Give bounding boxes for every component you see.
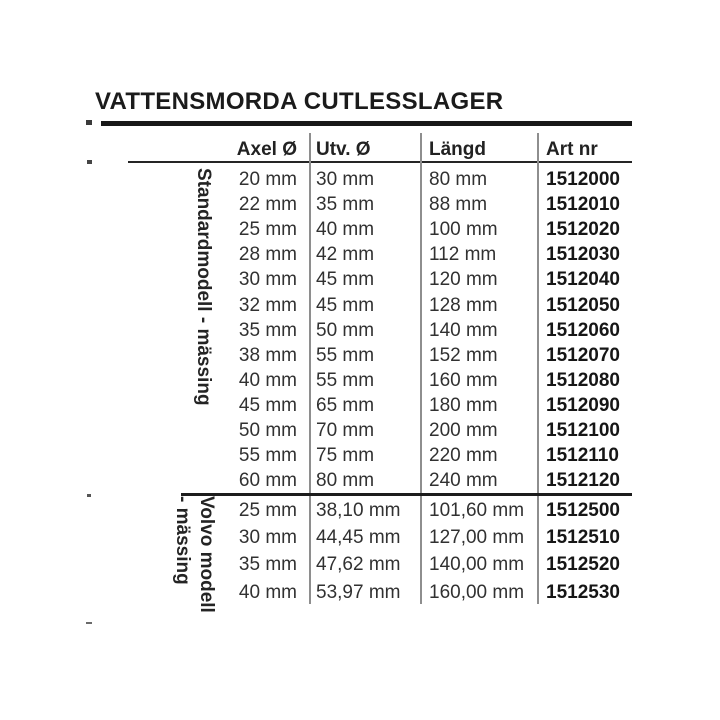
cell-outer-diameter: 45 mm bbox=[316, 294, 375, 316]
section-label-line: - mässing bbox=[172, 496, 193, 585]
section-label-line: Standardmodell - mässing bbox=[193, 168, 214, 406]
title-underline bbox=[101, 121, 632, 126]
cell-outer-diameter: 55 mm bbox=[316, 344, 375, 366]
cell-axel-diameter: 55 mm bbox=[238, 445, 297, 467]
cell-art-nr: 1512530 bbox=[546, 581, 620, 603]
cell-length: 240 mm bbox=[429, 470, 498, 492]
cell-length: 100 mm bbox=[429, 219, 498, 241]
cell-axel-diameter: 30 mm bbox=[238, 269, 297, 291]
table-row bbox=[0, 524, 720, 551]
cell-outer-diameter: 38,10 mm bbox=[316, 500, 401, 521]
cell-outer-diameter: 40 mm bbox=[316, 219, 375, 241]
table-row bbox=[0, 551, 720, 578]
cell-length: 128 mm bbox=[429, 294, 498, 316]
cell-length: 88 mm bbox=[429, 194, 488, 216]
cell-length: 200 mm bbox=[429, 420, 498, 441]
cell-axel-diameter: 20 mm bbox=[238, 169, 297, 190]
cell-length: 140,00 mm bbox=[429, 554, 525, 576]
cell-art-nr: 1512020 bbox=[546, 219, 620, 241]
cell-outer-diameter: 45 mm bbox=[316, 269, 375, 291]
cell-outer-diameter: 53,97 mm bbox=[316, 581, 401, 603]
table-row bbox=[0, 468, 720, 493]
cell-axel-diameter: 40 mm bbox=[238, 369, 297, 391]
table-row bbox=[0, 217, 720, 242]
cell-axel-diameter: 22 mm bbox=[238, 194, 297, 216]
cell-axel-diameter: 50 mm bbox=[238, 420, 297, 441]
cell-axel-diameter: 35 mm bbox=[238, 554, 297, 576]
table-row bbox=[0, 343, 720, 368]
table-row bbox=[0, 368, 720, 393]
scan-artifact bbox=[86, 622, 92, 624]
cell-axel-diameter: 30 mm bbox=[238, 527, 297, 549]
table-row bbox=[0, 318, 720, 343]
cell-art-nr: 1512040 bbox=[546, 269, 620, 291]
cell-outer-diameter: 55 mm bbox=[316, 369, 375, 391]
cell-length: 140 mm bbox=[429, 319, 498, 341]
cell-art-nr: 1512090 bbox=[546, 394, 620, 416]
cell-outer-diameter: 35 mm bbox=[316, 194, 375, 216]
cell-art-nr: 1512050 bbox=[546, 294, 620, 316]
cell-length: 152 mm bbox=[429, 344, 498, 366]
cell-art-nr: 1512500 bbox=[546, 500, 620, 521]
cell-axel-diameter: 45 mm bbox=[238, 394, 297, 416]
cell-art-nr: 1512110 bbox=[546, 445, 619, 467]
scan-artifact bbox=[86, 120, 92, 125]
cell-length: 101,60 mm bbox=[429, 500, 525, 521]
cell-axel-diameter: 35 mm bbox=[238, 319, 297, 341]
scan-artifact bbox=[87, 160, 92, 164]
cell-axel-diameter: 25 mm bbox=[238, 219, 297, 241]
column-header-axel: Axel Ø bbox=[236, 139, 297, 160]
table-row bbox=[0, 192, 720, 217]
cell-outer-diameter: 50 mm bbox=[316, 319, 375, 341]
cell-outer-diameter: 80 mm bbox=[316, 470, 375, 492]
table-row bbox=[0, 443, 720, 468]
cell-art-nr: 1512010 bbox=[546, 194, 620, 216]
scan-artifact bbox=[87, 494, 91, 497]
table-row bbox=[0, 267, 720, 292]
cell-outer-diameter: 47,62 mm bbox=[316, 554, 401, 576]
table-row bbox=[0, 393, 720, 418]
section-label-line: Volvo modell bbox=[196, 496, 217, 613]
cell-outer-diameter: 70 mm bbox=[316, 420, 375, 441]
cell-art-nr: 1512000 bbox=[546, 169, 620, 190]
cell-art-nr: 1512070 bbox=[546, 344, 620, 366]
cell-length: 160,00 mm bbox=[429, 581, 525, 603]
cell-axel-diameter: 38 mm bbox=[238, 344, 297, 366]
cell-length: 127,00 mm bbox=[429, 527, 525, 549]
table-row bbox=[0, 242, 720, 267]
cell-length: 112 mm bbox=[429, 244, 497, 266]
cell-art-nr: 1512100 bbox=[546, 420, 620, 441]
cell-length: 160 mm bbox=[429, 369, 498, 391]
cell-length: 220 mm bbox=[429, 445, 498, 467]
cell-axel-diameter: 32 mm bbox=[238, 294, 297, 316]
header-underline bbox=[128, 161, 632, 163]
cell-outer-diameter: 65 mm bbox=[316, 394, 375, 416]
cell-art-nr: 1512520 bbox=[546, 554, 620, 576]
cell-axel-diameter: 28 mm bbox=[238, 244, 297, 266]
cell-art-nr: 1512060 bbox=[546, 319, 620, 341]
cell-art-nr: 1512510 bbox=[546, 527, 620, 549]
cell-outer-diameter: 44,45 mm bbox=[316, 527, 401, 549]
table-row bbox=[0, 418, 720, 443]
cell-art-nr: 1512120 bbox=[546, 470, 620, 492]
page-title: VATTENSMORDA CUTLESSLAGER bbox=[95, 88, 504, 115]
column-header-utv: Utv. Ø bbox=[316, 139, 371, 160]
cell-length: 80 mm bbox=[429, 169, 488, 190]
cell-axel-diameter: 60 mm bbox=[238, 470, 297, 492]
cell-length: 180 mm bbox=[429, 394, 498, 416]
cell-outer-diameter: 30 mm bbox=[316, 169, 375, 190]
cell-axel-diameter: 25 mm bbox=[238, 500, 297, 521]
cell-length: 120 mm bbox=[429, 269, 498, 291]
table-row bbox=[0, 497, 720, 524]
cell-outer-diameter: 42 mm bbox=[316, 244, 375, 266]
cell-art-nr: 1512030 bbox=[546, 244, 620, 266]
column-header-artnr: Art nr bbox=[546, 139, 598, 160]
table-row bbox=[0, 293, 720, 318]
cell-outer-diameter: 75 mm bbox=[316, 445, 375, 467]
cell-art-nr: 1512080 bbox=[546, 369, 620, 391]
table-row bbox=[0, 579, 720, 606]
section-divider bbox=[181, 493, 632, 496]
column-header-langd: Längd bbox=[429, 139, 486, 160]
cell-axel-diameter: 40 mm bbox=[238, 581, 297, 603]
table-row bbox=[0, 167, 720, 192]
